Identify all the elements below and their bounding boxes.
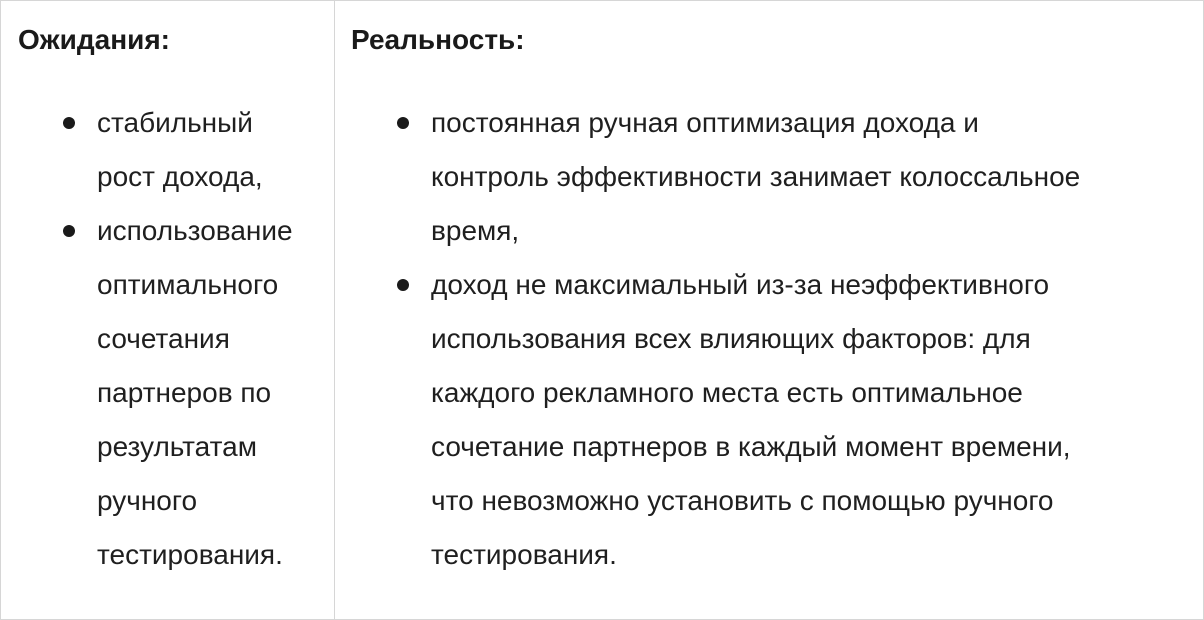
reality-column — [335, 1, 1203, 619]
list-item-line: что невозможно установить с помощью ручного — [431, 485, 1054, 516]
list-item-line: контроль эффективности занимает колоссальное — [431, 161, 1081, 192]
reality-list — [431, 96, 1191, 582]
list-item — [97, 96, 329, 204]
list-item-line: использование — [97, 215, 293, 246]
list-item-line: время, — [431, 215, 520, 246]
list-item-line: каждого рекламного места есть оптимальное — [431, 377, 1023, 408]
list-item-line: оптимального — [97, 269, 279, 300]
bullet-icon — [397, 117, 409, 129]
list-item — [431, 96, 1191, 258]
list-item — [97, 204, 329, 582]
list-item-line: доход не максимальный из-за неэффективного — [431, 269, 1050, 300]
list-item-line: результатам — [97, 431, 257, 462]
expectations-list — [97, 96, 329, 582]
list-item-line: сочетание партнеров в каждый момент времени, — [431, 431, 1071, 462]
list-item-line: тестирования. — [431, 539, 617, 570]
list-item-line: использования всех влияющих факторов: для — [431, 323, 1031, 354]
list-item — [431, 258, 1191, 582]
list-item-line: сочетания — [97, 323, 230, 354]
bullet-icon — [63, 117, 75, 129]
list-item-line: тестирования. — [97, 539, 283, 570]
list-item-line: стабильный — [97, 107, 253, 138]
bullet-icon — [397, 279, 409, 291]
bullet-icon — [63, 225, 75, 237]
list-item-line: ручного — [97, 485, 198, 516]
list-item-line: рост дохода, — [97, 161, 263, 192]
reality-heading: Реальность: — [351, 24, 525, 55]
list-item-line: партнеров по — [97, 377, 272, 408]
list-item-line: постоянная ручная оптимизация дохода и — [431, 107, 979, 138]
expectations-column — [1, 1, 335, 619]
expectations-heading: Ожидания: — [18, 24, 170, 55]
